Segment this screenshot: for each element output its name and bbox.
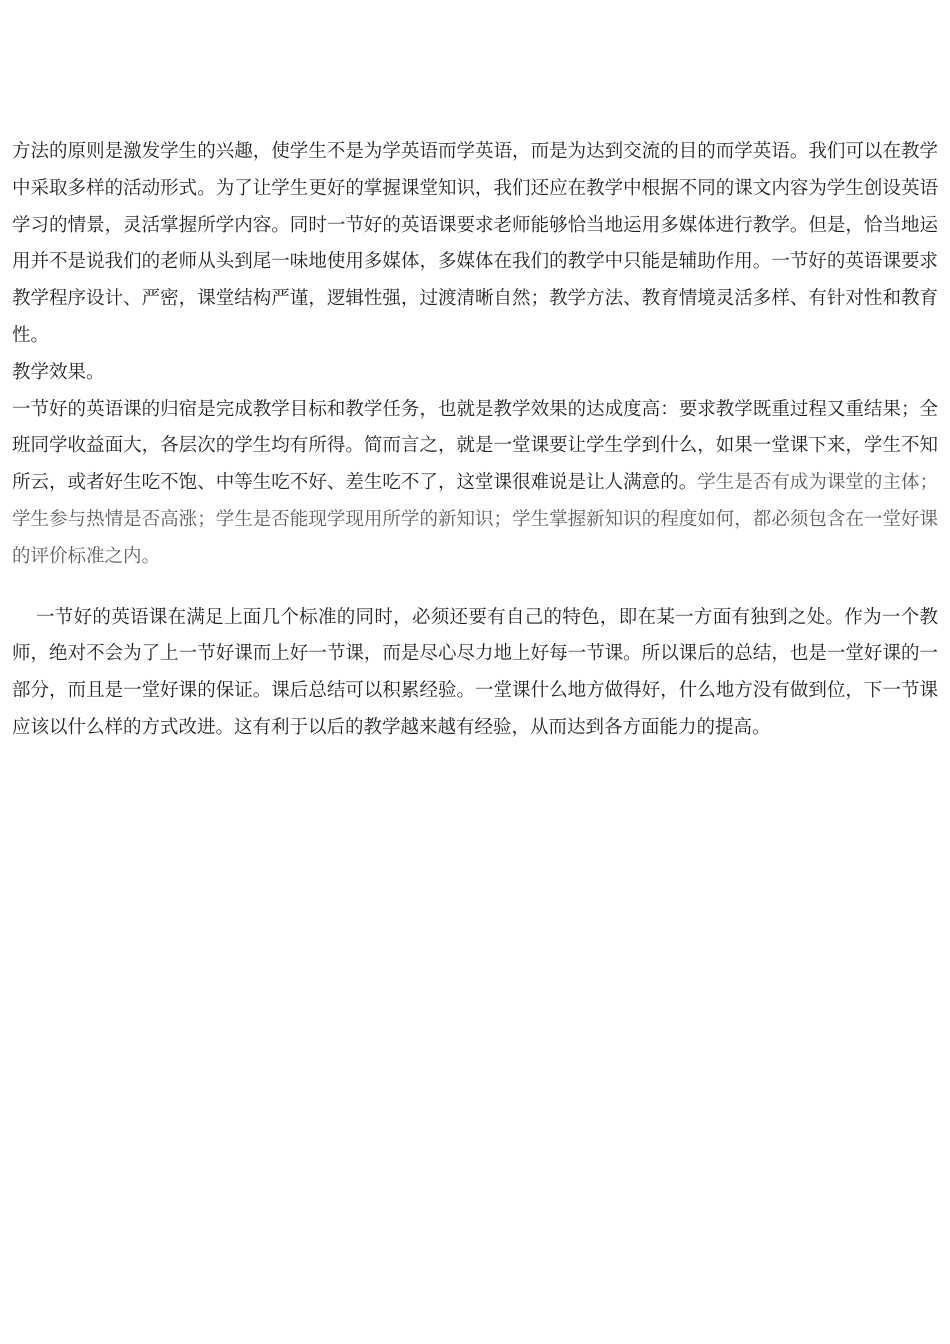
paragraph-teaching-effect-main: 一节好的英语课的归宿是完成教学目标和教学任务，也就是教学效果的达成度高：要求教学既重过程又重结果；全班同学收益面大，各层次的学生均有所得。简而言之，就是一堂课要让学生学到什么，如果一堂课下来，学生不知所云，或者好生吃不饱、中等生吃不好、差生吃不了，这堂课很难说是让人满意的。 bbox=[12, 398, 938, 494]
paragraph-teaching-methods: 方法的原则是激发学生的兴趣，使学生不是为学英语而学英语，而是为达到交流的目的而学英语。我们可以在教学中采取多样的活动形式。为了让学生更好的掌握课堂知识，我们还应在教学中根据不同的课文内容为学生创设英语学习的情景，灵活掌握所学内容。同时一节好的英语课要求老师能够恰当地运用多媒体进行教学。但是，恰当地运用并不是说我们的老师从头到尾一味地使用多媒体，多媒体在我们的教学中只能是辅助作用。一节好的英语课要求教学程序设计、严密，课堂结构严谨，逻辑性强，过渡清晰自然；教学方法、教育情境灵活多样、有针对性和教育性。 bbox=[12, 141, 938, 346]
heading-teaching-effect: 教学效果。 bbox=[12, 361, 105, 383]
paragraph-teaching-effect-tail: 学生是否有成为课堂的主体；学生参与热情是否高涨；学生是否能现学现用所学的新知识；学生掌握新知识的程度如何，都必须包含在一堂好课的评价标准之内。 bbox=[12, 472, 938, 567]
paragraph-teaching-effect bbox=[12, 392, 938, 576]
document-page bbox=[12, 134, 938, 747]
paragraph-summary: 一节好的英语课在满足上面几个标准的同时，必须还要有自己的特色，即在某一方面有独到之处。作为一个教师，绝对不会为了上一节好课而上好一节课，而是尽心尽力地上好每一节课。所以课后的总结，也是一堂好课的一部分，而且是一堂好课的保证。课后总结可以积累经验。一堂课什么地方做得好，什么地方没有做到位，下一节课应该以什么样的方式改进。这有利于以后的教学越来越有经验，从而达到各方面能力的提高。 bbox=[12, 606, 938, 738]
